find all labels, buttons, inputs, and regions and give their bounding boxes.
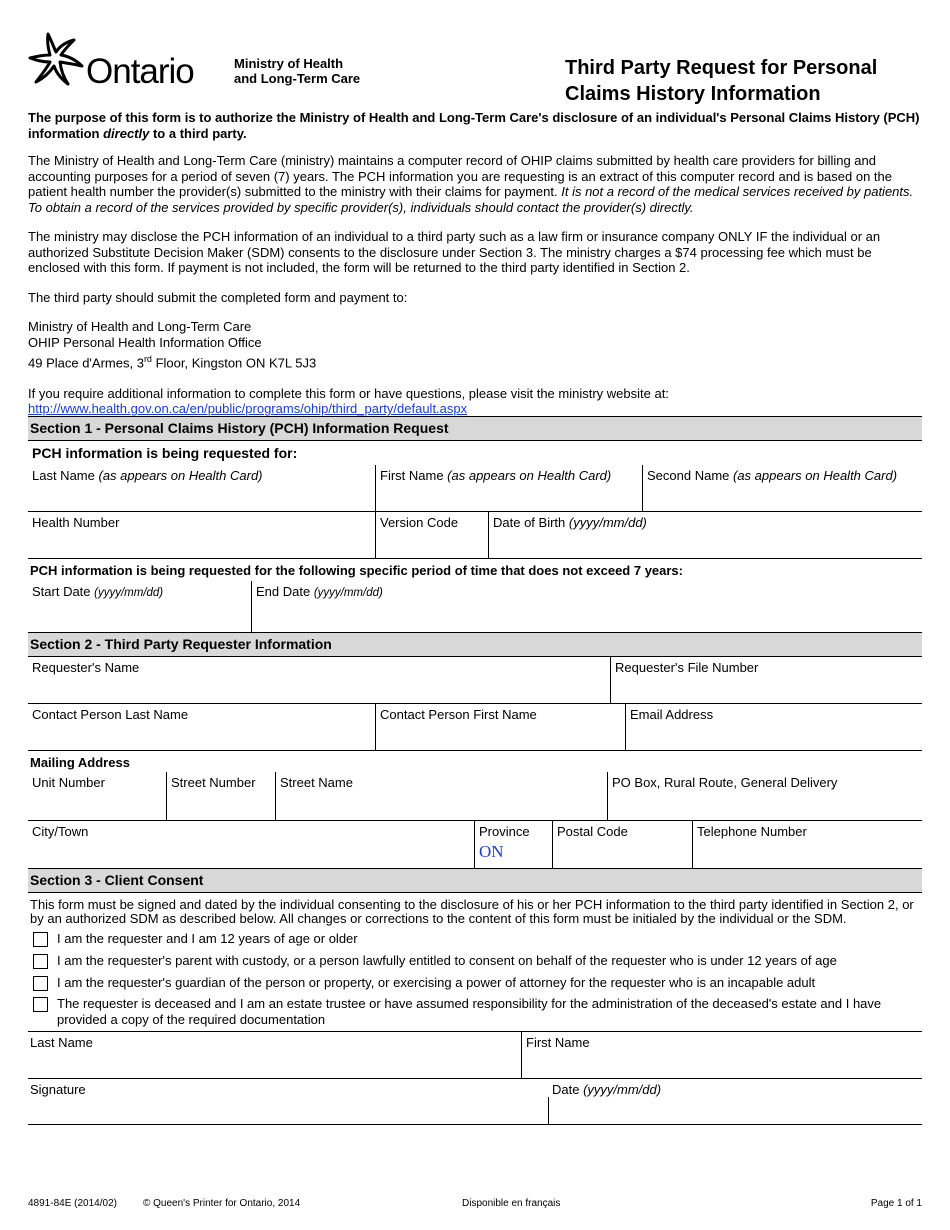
records-a: The Ministry of Health and Long-Term Care (ministry) maintains a computer record of OHIP claims submitted by health care providers for billing and accounting purposes for a period of seven (7) years. The PCH information you are requesting is an extract of this computer record and is based on the patient health number the provider(s) submitted to the ministry with their claims for payment.: [28, 153, 893, 199]
section-3-heading: Section 3 - Client Consent: [28, 868, 922, 893]
address-line-2: OHIP Personal Health Information Office: [28, 335, 262, 350]
consent-checkbox-3[interactable]: [33, 976, 48, 991]
intro-text: [28, 110, 922, 416]
city-row: [28, 821, 922, 868]
title-line-2: Claims History Information: [565, 83, 821, 105]
end-date-field[interactable]: End Date (yyyy/mm/dd): [256, 584, 383, 600]
contact-last-name-field[interactable]: Contact Person Last Name: [28, 704, 376, 750]
date-divider: [548, 1097, 549, 1124]
requester-row: [28, 657, 922, 704]
form-header: [28, 24, 922, 110]
first-name-field[interactable]: First Name (as appears on Health Card): [376, 465, 643, 511]
province-field[interactable]: Province ON: [475, 821, 553, 868]
signature-row: [28, 1079, 922, 1125]
health-row: [28, 512, 922, 559]
info-paragraph: If you require additional information to complete this form or have questions, please visit the ministry website at: http://www.health.gov.on.ca/en/public/programs/ohip/third_party/default.aspx: [28, 386, 669, 417]
form-title: [565, 55, 877, 107]
requester-file-number-field[interactable]: Requester's File Number: [615, 660, 759, 676]
signature-field[interactable]: Signature: [30, 1082, 86, 1098]
province-value: ON: [479, 842, 504, 862]
dob-field[interactable]: Date of Birth (yyyy/mm/dd): [493, 515, 647, 531]
consent-checkbox-1[interactable]: [33, 932, 48, 947]
form-page: [28, 24, 922, 1125]
logo-text: Ontario: [86, 52, 194, 91]
ministry-line-1: Ministry of Health: [234, 56, 344, 71]
address-line-1: Ministry of Health and Long-Term Care: [28, 319, 252, 334]
consent-option-1: I am the requester and I am 12 years of age or older: [28, 928, 922, 947]
trillium-icon: [28, 28, 88, 90]
address-row: [28, 772, 922, 821]
period-subheading: PCH information is being requested for the following specific period of time that does not exceed 7 years:: [30, 563, 683, 579]
consent-checkbox-2[interactable]: [33, 954, 48, 969]
city-field[interactable]: City/Town: [28, 821, 475, 868]
consent-first-name-field[interactable]: First Name: [526, 1035, 590, 1051]
form-footer: [28, 1198, 922, 1214]
consent-option-2: I am the requester's parent with custody, or a person lawfully entitled to consent on behalf of the requester who is under 12 years of age: [28, 947, 922, 969]
contact-row: [28, 704, 922, 751]
purpose-b: directly: [103, 125, 150, 141]
consent-name-row: [28, 1032, 922, 1079]
section-1-heading: Section 1 - Personal Claims History (PCH) Information Request: [28, 416, 922, 441]
unit-number-field[interactable]: Unit Number: [28, 772, 167, 820]
records-b: It is not a record of the medical services received by patients. To obtain a record of the services provided by specific provider(s), individuals should contact the provider(s) directly.: [28, 184, 914, 215]
postal-code-field[interactable]: Postal Code: [553, 821, 693, 868]
title-line-1: Third Party Request for Personal: [565, 57, 878, 79]
period-row: [28, 581, 922, 632]
ontario-logo: [28, 28, 208, 92]
section-2-heading: Section 2 - Third Party Requester Information: [28, 632, 922, 657]
consent-intro: This form must be signed and dated by the individual consenting to the disclosure of his or her PCH information to the third party identified in Section 2, or by an authorized SDM as described below. All changes or corrections to the content of this form must be initialed by the individual or the SDM.: [30, 897, 914, 927]
consent-option-3: I am the requester's guardian of the person or property, or exercising a power of attorney for the requester who is an incapable adult: [28, 969, 922, 991]
email-field[interactable]: Email Address: [630, 707, 714, 723]
second-name-field[interactable]: Second Name (as appears on Health Card): [647, 468, 898, 484]
last-name-field[interactable]: Last Name (as appears on Health Card): [28, 465, 376, 511]
consent-last-name-field[interactable]: Last Name: [28, 1032, 522, 1078]
name-row: [28, 465, 922, 512]
copyright: © Queen's Printer for Ontario, 2014: [143, 1198, 301, 1209]
requester-name-field[interactable]: Requester's Name: [28, 657, 611, 703]
consent-option-4: The requester is deceased and I am an estate trustee or have assumed responsibility for the administration of the deceased's estate and I have provided a copy of the required documentation: [28, 991, 922, 1032]
health-number-field[interactable]: Health Number: [28, 512, 376, 558]
consent-checkbox-4[interactable]: [33, 997, 48, 1012]
ministry-line-2: and Long-Term Care: [234, 71, 361, 86]
contact-first-name-field[interactable]: Contact Person First Name: [376, 704, 626, 750]
signature-date-field[interactable]: Date (yyyy/mm/dd): [548, 1079, 922, 1124]
street-number-field[interactable]: Street Number: [167, 772, 276, 820]
mailing-address-heading: Mailing Address: [30, 755, 130, 771]
version-code-field[interactable]: Version Code: [376, 512, 489, 558]
purpose-paragraph: [28, 110, 922, 141]
purpose-a: The purpose of this form is to authorize the Ministry of Health and Long-Term Care's disclosure of an individual's Personal Claims History (PCH) information: [28, 110, 920, 141]
mailing-address-block: [28, 319, 922, 371]
disclosure-paragraph: The ministry may disclose the PCH information of an individual to a third party such as a law firm or insurance company ONLY IF the individual or an authorized Substitute Decision Maker (SDM) consents to the disclosure under Section 3. The ministry charges a $74 processing fee which must be enclosed with this form. If payment is not included, the form will be returned to the third party identified in Section 2.: [28, 229, 881, 275]
page-number: Page 1 of 1: [870, 1198, 922, 1209]
start-date-field[interactable]: Start Date (yyyy/mm/dd): [28, 581, 252, 632]
submit-paragraph: The third party should submit the completed form and payment to:: [28, 289, 408, 305]
form-number: 4891-84E (2014/02): [28, 1198, 117, 1209]
street-name-field[interactable]: Street Name: [276, 772, 608, 820]
telephone-field[interactable]: Telephone Number: [697, 824, 807, 840]
po-box-field[interactable]: PO Box, Rural Route, General Delivery: [612, 775, 838, 791]
french-availability: Disponible en français: [462, 1198, 561, 1209]
address-line-3: 49 Place d'Armes, 3rd Floor, Kingston ON K7L 5J3: [28, 354, 317, 371]
pch-request-subheading: PCH information is being requested for:: [32, 445, 298, 462]
ministry-name: [234, 56, 360, 86]
ministry-website-link[interactable]: http://www.health.gov.on.ca/en/public/programs/ohip/third_party/default.aspx: [28, 401, 468, 417]
records-paragraph: [28, 153, 922, 215]
purpose-c: to a third party.: [149, 125, 247, 141]
